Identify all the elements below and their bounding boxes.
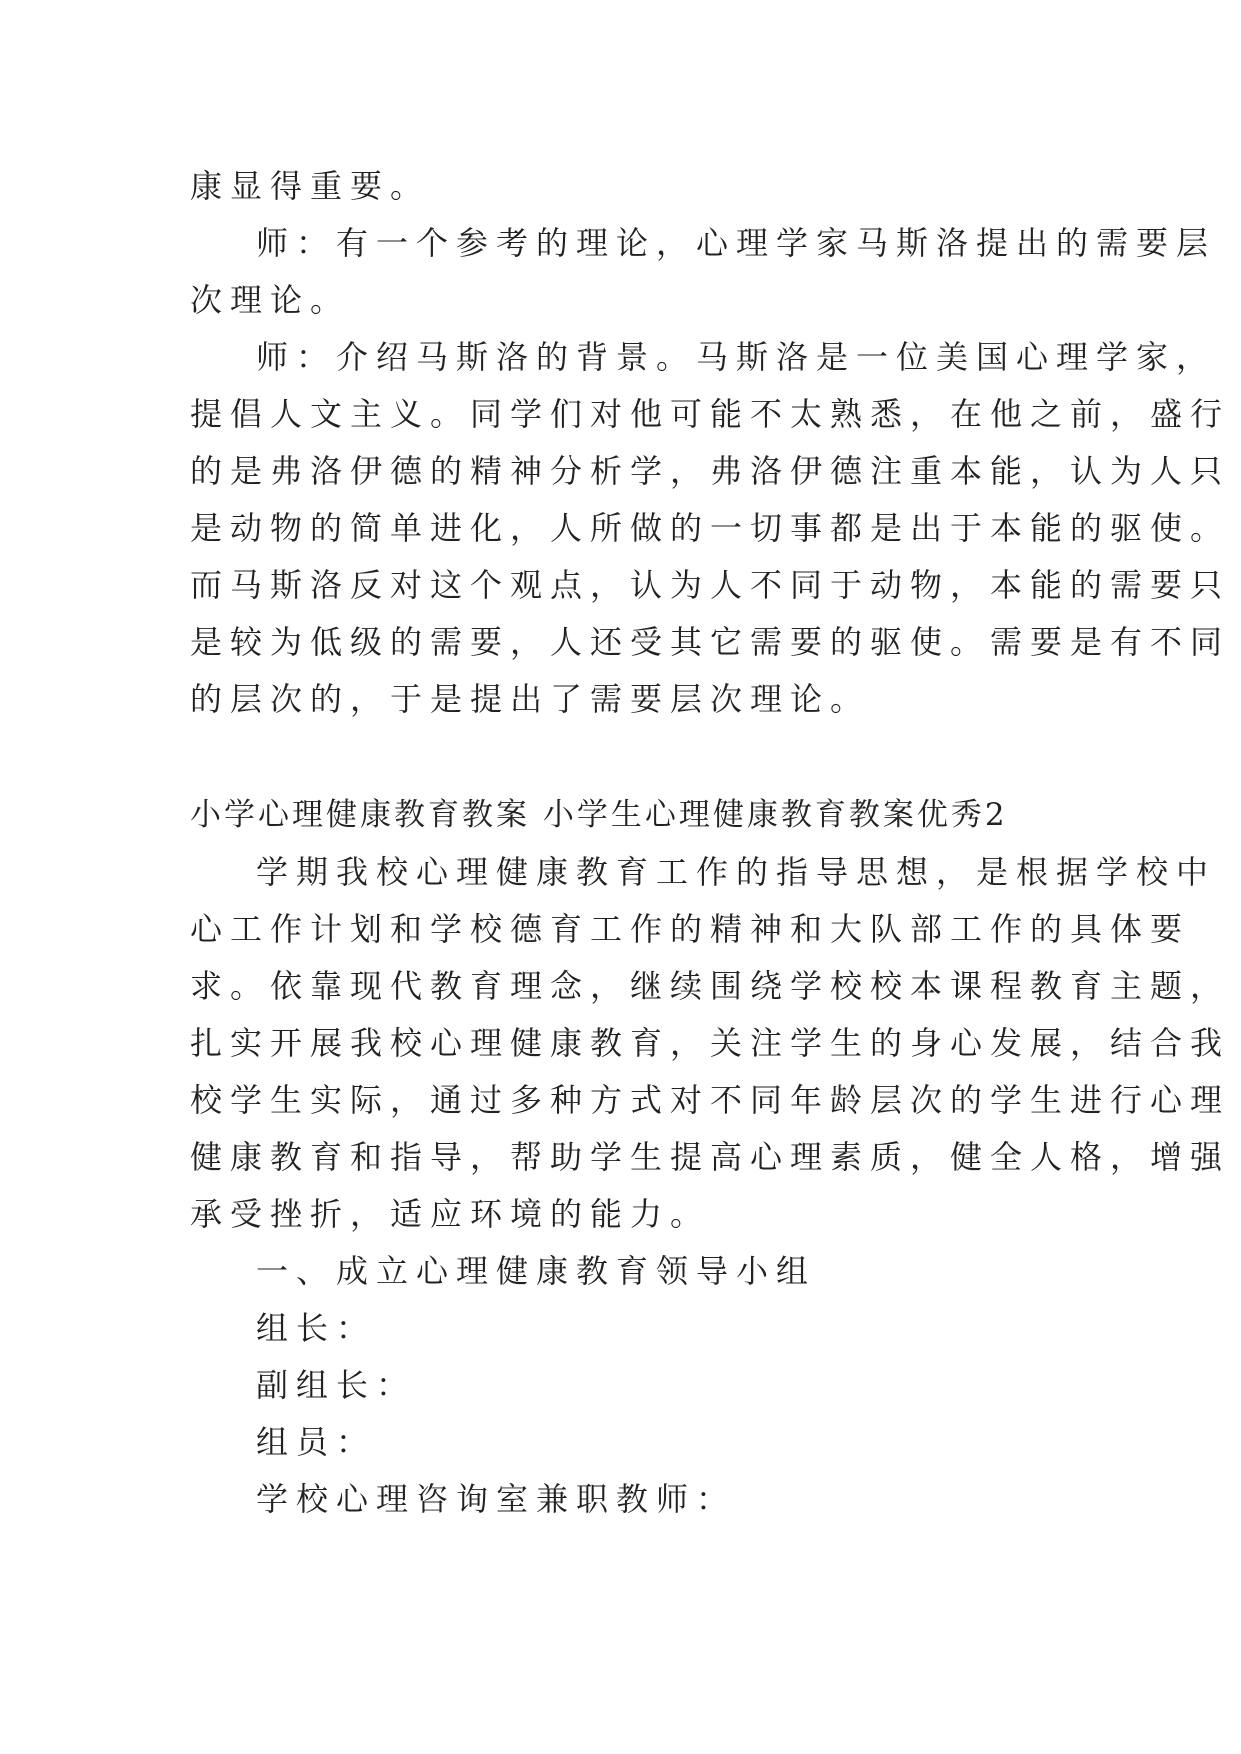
paragraph-line: 提倡人文主义。同学们对他可能不太熟悉，在他之前，盛行 (190, 395, 1231, 433)
role-label-leader: 组长： (256, 1309, 377, 1347)
paragraph-line: 是动物的简单进化，人所做的一切事都是出于本能的驱使。 (190, 509, 1231, 547)
paragraph-line: 是较为低级的需要，人还受其它需要的驱使。需要是有不同 (190, 623, 1231, 661)
list-heading: 一、成立心理健康教育领导小组 (256, 1252, 817, 1290)
role-label-deputy-leader: 副组长： (256, 1366, 417, 1404)
paragraph-line: 心工作计划和学校德育工作的精神和大队部工作的具体要 (190, 910, 1191, 948)
paragraph-line: 的是弗洛伊德的精神分析学，弗洛伊德注重本能，认为人只 (190, 452, 1231, 490)
paragraph-line: 师：有一个参考的理论，心理学家马斯洛提出的需要层 (256, 224, 1217, 262)
paragraph-line: 而马斯洛反对这个观点，认为人不同于动物，本能的需要只 (190, 566, 1231, 604)
paragraph-line: 学期我校心理健康教育工作的指导思想，是根据学校中 (256, 853, 1217, 891)
paragraph-line: 师：介绍马斯洛的背景。马斯洛是一位美国心理学家， (256, 338, 1217, 376)
paragraph-line: 的层次的，于是提出了需要层次理论。 (190, 680, 871, 718)
section-gap (190, 728, 1060, 786)
paragraph-line: 健康教育和指导，帮助学生提高心理素质，健全人格，增强 (190, 1138, 1231, 1176)
paragraph-line: 康显得重要。 (190, 167, 431, 205)
paragraph-line: 次理论。 (190, 281, 351, 319)
document-body (190, 158, 1231, 1528)
section-title: 小学心理健康教育教案 小学生心理健康教育教案优秀2 (190, 797, 1008, 833)
paragraph-line: 校学生实际，通过多种方式对不同年龄层次的学生进行心理 (190, 1081, 1231, 1119)
role-label-counseling-teachers: 学校心理咨询室兼职教师： (256, 1480, 737, 1518)
paragraph-line: 求。依靠现代教育理念，继续围绕学校校本课程教育主题， (190, 967, 1231, 1005)
paragraph-line: 扎实开展我校心理健康教育，关注学生的身心发展，结合我 (190, 1024, 1231, 1062)
role-label-members: 组员： (256, 1423, 377, 1461)
paragraph-line: 承受挫折，适应环境的能力。 (190, 1195, 711, 1233)
